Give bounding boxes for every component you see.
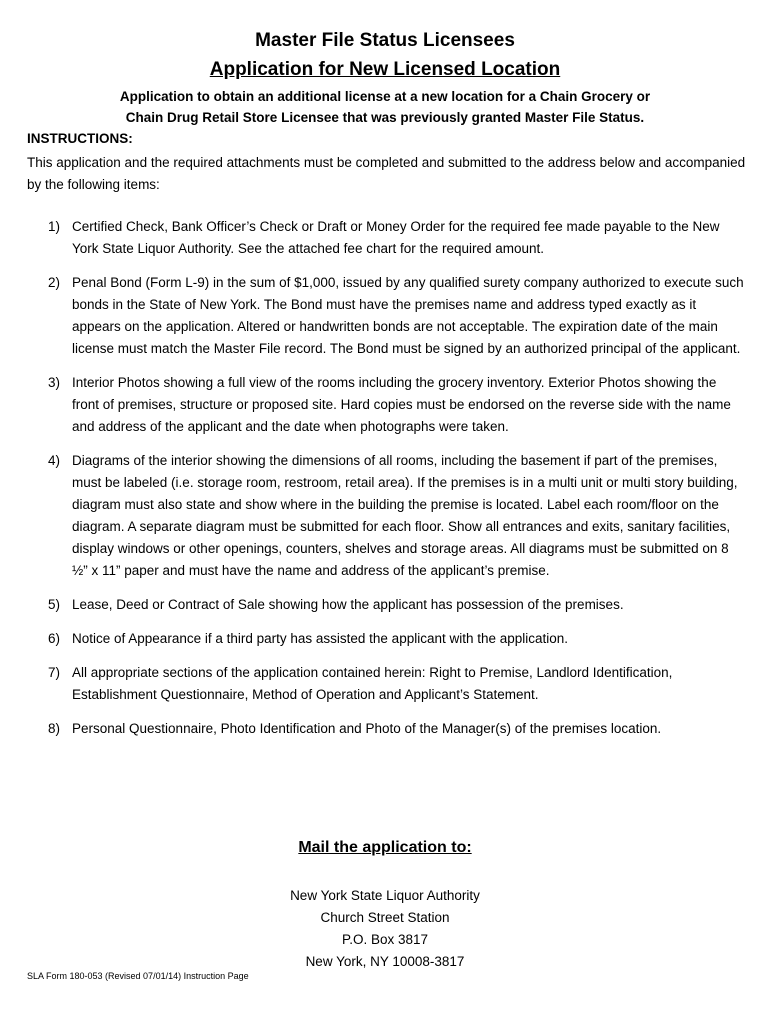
list-item-text: Interior Photos showing a full view of the rooms including the grocery inventory. Exterior Photos showing the front of premises, structure or proposed site. Hard copies must be endorsed on the reverse side with the name and address of the applicant and the date when photographs were taken. [72,375,731,434]
list-item-text: Lease, Deed or Contract of Sale showing how the applicant has possession of the premises. [72,597,624,612]
address-line-3: P.O. Box 3817 [341,932,429,947]
list-item-number: 3) [48,375,61,390]
list-item-number: 7) [48,665,61,680]
document-title: Master File Status Licensees [255,30,515,51]
list-item-number: 8) [48,721,61,736]
instructions-heading: INSTRUCTIONS: [27,131,133,146]
form-footer: SLA Form 180-053 (Revised 07/01/14) Instruction Page [27,971,249,981]
description-line-1: Application to obtain an additional license at a new location for a Chain Grocery or [119,89,651,104]
mailing-address [0,885,770,973]
list-item-number: 4) [48,453,61,468]
list-item-text: All appropriate sections of the application contained herein: Right to Premise, Landlord Identification, Establishment Questionnaire, Method of Operation and Applicant’s Statement. [72,665,673,702]
address-line-1: New York State Liquor Authority [290,888,480,903]
list-item-text: Diagrams of the interior showing the dimensions of all rooms, including the basement if part of the premises, must be labeled (i.e. storage room, restroom, retail area). If the premises is in a multi unit or multi story building, diagram must also state and show where in the building the premise is located. Label each room/floor on the diagram. A separate diagram must be submitted for each floor. Show all entrances and exits, sanitary facilities, display windows or other openings, counters, shelves and storage areas. All diagrams must be submitted on 8 ½” x 11” paper and must have the name and address of the applicant’s premise. [72,453,738,578]
mail-heading: Mail the application to: [298,839,472,856]
list-item-number: 2) [48,275,61,290]
instructions-intro: This application and the required attachments must be completed and submitted to the address below and accompanied by the following items: [27,155,746,192]
list-item-number: 6) [48,631,61,646]
address-line-2: Church Street Station [320,910,450,925]
list-item [0,718,770,740]
requirements-list [0,216,770,752]
list-item-text: Notice of Appearance if a third party has assisted the applicant with the application. [72,631,569,646]
list-item [0,272,770,360]
list-item [0,628,770,650]
list-item-number: 5) [48,597,61,612]
list-item [0,216,770,260]
list-item-text: Personal Questionnaire, Photo Identification and Photo of the Manager(s) of the premises location. [72,721,662,736]
list-item [0,594,770,616]
list-item-number: 1) [48,219,61,234]
description-line-2: Chain Drug Retail Store Licensee that was previously granted Master File Status. [125,110,645,125]
list-item [0,662,770,706]
list-item-text: Certified Check, Bank Officer’s Check or Draft or Money Order for the required fee made payable to the New York State Liquor Authority. See the attached fee chart for the required amount. [72,219,720,256]
list-item [0,372,770,438]
list-item [0,450,770,582]
document-subtitle: Application for New Licensed Location [209,59,561,80]
address-line-4: New York, NY 10008-3817 [305,954,465,969]
list-item-text: Penal Bond (Form L-9) in the sum of $1,000, issued by any qualified surety company authorized to execute such bonds in the State of New York. The Bond must have the premises name and address typed exactly as it appears on the application. Altered or handwritten bonds are not acceptable. The expiration date of the main license must match the Master File record. The Bond must be signed by an authorized principal of the applicant. [72,275,744,356]
